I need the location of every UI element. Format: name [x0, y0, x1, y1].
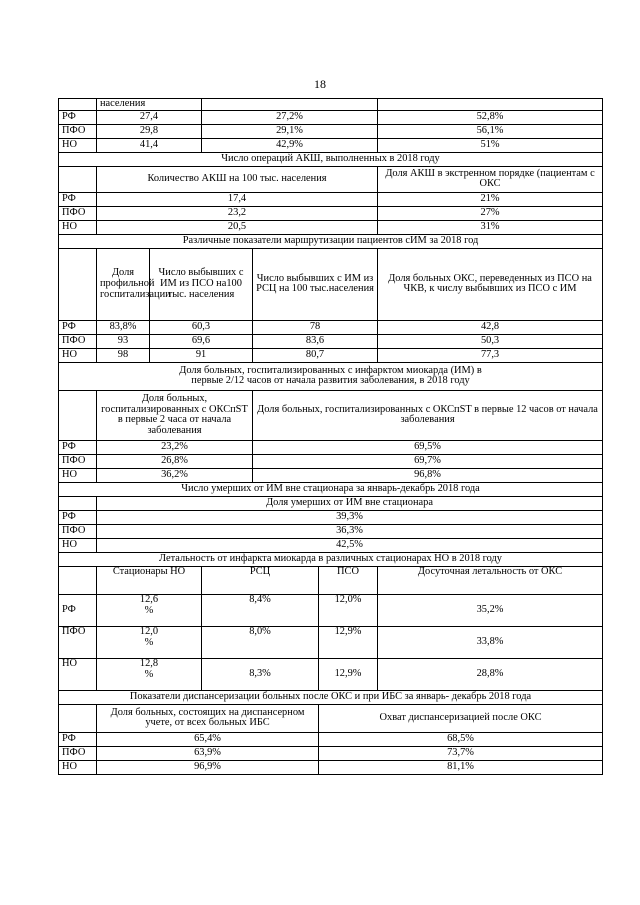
value-cell: 35,2%	[378, 594, 603, 626]
table-row	[59, 468, 603, 482]
empty-cell	[59, 166, 97, 192]
section-title-row	[59, 152, 603, 166]
t6-col3-header: ПСО	[319, 566, 378, 594]
region-cell: ПФО	[59, 124, 97, 138]
value-cell: 91	[150, 348, 253, 362]
value-cell	[97, 658, 202, 690]
region-cell: РФ	[59, 110, 97, 124]
value-cell: 52,8%	[378, 110, 603, 124]
value-cell: 28,8%	[378, 658, 603, 690]
t7-title: Показатели диспансеризации больных после ОКС и при ИБС за январь- декабрь 2018 года	[59, 690, 603, 704]
value-cell: 23,2%	[97, 440, 253, 454]
empty-cell	[59, 566, 97, 594]
value-cell: 27%	[378, 206, 603, 220]
t2-col1-header: Количество АКШ на 100 тыс. населения	[97, 166, 378, 192]
value-cell: 83,8%	[97, 320, 150, 334]
t4-title-line1: Доля больных, госпитализированных с инфарктом миокарда (ИМ) в	[179, 364, 482, 376]
value-cell: 8,0%	[202, 626, 319, 658]
section-title-row	[59, 690, 603, 704]
region-cell: ПФО	[59, 626, 97, 658]
region-cell: ПФО	[59, 334, 97, 348]
empty-cell	[59, 248, 97, 320]
empty-cell	[59, 704, 97, 732]
page-number: 18	[314, 77, 326, 91]
percent-sign: %	[144, 668, 154, 680]
value-cell: 60,3	[150, 320, 253, 334]
value-cell: 8,4%	[202, 594, 319, 626]
value-cell: 69,5%	[253, 440, 603, 454]
table-row	[59, 760, 603, 774]
value-cell: 50,3	[378, 334, 603, 348]
value-cell: 41,4	[97, 138, 202, 152]
region-cell: РФ	[59, 594, 97, 626]
table-row	[59, 704, 603, 732]
region-cell: ПФО	[59, 454, 97, 468]
value-cell: 83,6	[253, 334, 378, 348]
value-cell: 78	[253, 320, 378, 334]
region-cell: РФ	[59, 192, 97, 206]
region-cell: НО	[59, 658, 97, 690]
t2-col2-header: Доля АКШ в экстренном порядке (пациентам с ОКС	[378, 166, 603, 192]
value-cell: 80,7	[253, 348, 378, 362]
table-row	[59, 220, 603, 234]
value-cell: 68,5%	[319, 732, 603, 746]
table-row	[59, 124, 603, 138]
value-cell: 51%	[378, 138, 603, 152]
statistics-table	[58, 98, 602, 775]
section-title-row	[59, 362, 603, 390]
percent-sign: %	[144, 636, 154, 648]
value-cell: 36,2%	[97, 468, 253, 482]
table-row	[59, 348, 603, 362]
table-row	[59, 566, 603, 594]
region-cell: ПФО	[59, 524, 97, 538]
value-cell: 93	[97, 334, 150, 348]
t2-title: Число операций АКШ, выполненных в 2018 году	[59, 152, 603, 166]
value-cell: 17,4	[97, 192, 378, 206]
region-cell: НО	[59, 468, 97, 482]
section-title-row	[59, 234, 603, 248]
table-row	[59, 99, 603, 111]
t7-col2-header: Охват диспансеризацией после ОКС	[319, 704, 603, 732]
value-cell: 36,3%	[97, 524, 603, 538]
section-title-row	[59, 482, 603, 496]
value-cell: 29,1%	[202, 124, 378, 138]
t6-col4-header: Досуточная летальность от ОКС	[378, 566, 603, 594]
region-cell: РФ	[59, 320, 97, 334]
table-row	[59, 334, 603, 348]
t3-col3-header: Число выбывших с ИМ из РСЦ на 100 тыс.населения	[253, 248, 378, 320]
value-cell: 69,7%	[253, 454, 603, 468]
t6-col1-header: Стационары НО	[97, 566, 202, 594]
region-cell: ПФО	[59, 746, 97, 760]
value-cell: 20,5	[97, 220, 378, 234]
value-cell: 27,2%	[202, 110, 378, 124]
table-row	[59, 594, 603, 626]
table-row	[59, 510, 603, 524]
t3-col2-header: Число выбывших с ИМ из ПСО на100 тыс. населения	[150, 248, 253, 320]
t6-col2-header: РСЦ	[202, 566, 319, 594]
value-cell	[97, 594, 202, 626]
value-cell: 81,1%	[319, 760, 603, 774]
t4-col1-header: Доля больных, госпитализированных с ОКСпST в первые 2 часа от начала заболевания	[97, 390, 253, 440]
value-cell: 42,5%	[97, 538, 603, 552]
t6-title: Летальность от инфаркта миокарда в различных стационарах НО в 2018 году	[59, 552, 603, 566]
region-cell: НО	[59, 138, 97, 152]
region-cell: НО	[59, 348, 97, 362]
region-cell: НО	[59, 760, 97, 774]
table-row	[59, 454, 603, 468]
table-row	[59, 166, 603, 192]
t5-col1-header: Доля умерших от ИМ вне стационара	[97, 496, 603, 510]
t5-title: Число умерших от ИМ вне стационара за январь-декабрь 2018 года	[59, 482, 603, 496]
t4-title	[59, 362, 603, 390]
value-text: 12,6	[139, 593, 159, 605]
table-row	[59, 626, 603, 658]
t3-col1-header: Доля профильной госпитализации	[97, 248, 150, 320]
table-row	[59, 658, 603, 690]
table-row	[59, 248, 603, 320]
value-cell: 8,3%	[202, 658, 319, 690]
t7-col1-header: Доля больных, состоящих на диспансерном учете, от всех больных ИБС	[97, 704, 319, 732]
value-cell: 56,1%	[378, 124, 603, 138]
t1-header-cont: населения	[97, 99, 202, 111]
table-row	[59, 206, 603, 220]
value-cell: 69,6	[150, 334, 253, 348]
percent-sign: %	[144, 604, 154, 616]
value-cell: 12,9%	[319, 626, 378, 658]
value-cell: 26,8%	[97, 454, 253, 468]
value-cell: 39,3%	[97, 510, 603, 524]
value-cell: 96,8%	[253, 468, 603, 482]
region-cell: НО	[59, 220, 97, 234]
table-row	[59, 390, 603, 440]
value-cell: 42,9%	[202, 138, 378, 152]
value-cell: 21%	[378, 192, 603, 206]
value-cell: 27,4	[97, 110, 202, 124]
value-cell: 33,8%	[378, 626, 603, 658]
region-cell: РФ	[59, 732, 97, 746]
region-cell: РФ	[59, 440, 97, 454]
value-cell: 96,9%	[97, 760, 319, 774]
value-cell: 12,0%	[319, 594, 378, 626]
empty-cell	[59, 99, 97, 111]
value-cell: 73,7%	[319, 746, 603, 760]
value-text: 12,0	[139, 625, 159, 637]
value-text: 12,8	[139, 657, 159, 669]
value-cell: 31%	[378, 220, 603, 234]
empty-cell	[202, 99, 378, 111]
empty-cell	[59, 496, 97, 510]
table-row	[59, 440, 603, 454]
value-cell: 98	[97, 348, 150, 362]
table-row	[59, 138, 603, 152]
table-row	[59, 538, 603, 552]
region-cell: РФ	[59, 510, 97, 524]
value-cell: 12,9%	[319, 658, 378, 690]
value-cell: 42,8	[378, 320, 603, 334]
empty-cell	[59, 390, 97, 440]
value-cell: 63,9%	[97, 746, 319, 760]
table-row	[59, 524, 603, 538]
table-row	[59, 110, 603, 124]
value-cell	[97, 626, 202, 658]
value-cell: 23,2	[97, 206, 378, 220]
region-cell: ПФО	[59, 206, 97, 220]
value-cell: 29,8	[97, 124, 202, 138]
table-row	[59, 732, 603, 746]
table-row	[59, 192, 603, 206]
table-row	[59, 746, 603, 760]
t3-title: Различные показатели маршрутизации пациентов сИМ за 2018 год	[59, 234, 603, 248]
section-title-row	[59, 552, 603, 566]
region-cell: НО	[59, 538, 97, 552]
empty-cell	[378, 99, 603, 111]
t3-col4-header: Доля больных ОКС, переведенных из ПСО на ЧКВ, к числу выбывших из ПСО с ИМ	[378, 248, 603, 320]
table-row	[59, 496, 603, 510]
value-cell: 65,4%	[97, 732, 319, 746]
t4-title-line2: первые 2/12 часов от начала развития заболевания, в 2018 году	[191, 375, 470, 387]
t4-col2-header: Доля больных, госпитализированных с ОКСпST в первые 12 часов от начала заболевания	[253, 390, 603, 440]
value-cell: 77,3	[378, 348, 603, 362]
table-row	[59, 320, 603, 334]
